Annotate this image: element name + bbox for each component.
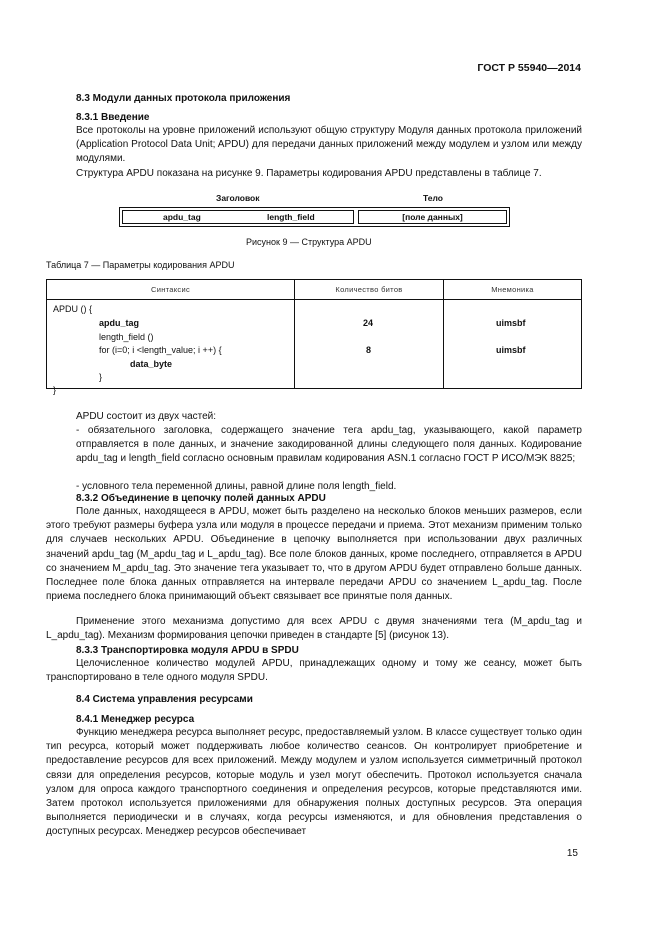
paragraph-resource-manager: Функцию менеджера ресурса выполняет ресурс, предоставляемый узлом. В классе существует только один тип ресурса, который может поддерживать любое количество сеансов. Он контролирует приобретение и предоставление ресурсов для всех приложений. Между модулем и узлом используется симметричный протокол связи для определения ресурсов, которые модуль и узел могут обеспечить. Протокол используется сначала узлом для опроса каждого транспортного соединения и определения ресурсов, которые представляются ими. Затем протокол используется приложениями для обнаружения полных доступных ресурсов. Эта операция выполняется периодически и в случаях, когда ресурсы изменяются, и для обновления представления о доступных ресурсах. Менеджер ресурсов обеспечивает bbox=[46, 727, 582, 838]
mnemonic-value: uimsbf bbox=[496, 345, 526, 355]
apdu-body-box bbox=[358, 210, 507, 224]
figure-caption: Рисунок 9 — Структура APDU bbox=[246, 237, 372, 247]
table-header-syntax: Синтаксис bbox=[47, 280, 295, 300]
paragraph-chaining-usage: Применение этого механизма допустимо для всех APDU с двумя значениями тега (M_apdu_tag и L_apdu_tag). Механизм формирования цепочки приведен в стандарте [5] (рисунок 13). bbox=[46, 616, 582, 642]
figure-header-label: Заголовок bbox=[216, 193, 260, 203]
syntax-line: apdu_tag bbox=[99, 318, 140, 328]
apdu-outer-box bbox=[119, 207, 510, 227]
table-header-mnemonic: Мнемоника bbox=[444, 280, 582, 300]
syntax-line: } bbox=[99, 372, 103, 382]
figure-cell-tag: apdu_tag bbox=[163, 212, 201, 222]
section-8-4-1-title: 8.4.1 Менеджер ресурса bbox=[76, 714, 195, 725]
paragraph-chaining: Поле данных, находящееся в APDU, может быть разделено на несколько блоков меньших размеров, если этого требуют размеры буфера узла или модуля в процессе передачи и приема. Этот механизм применим только для случаев нескольких APDU. Объединение в цепочку выполняется при использовании двух различных значений apdu_tag (M_apdu_tag и L_apdu_tag). Все поле блоков данных, кроме последнего, отправляется в APDU со значением M_apdu_tag. Это значение тега указывает то, что в другом APDU будет отправлено больше данных. Последнее поле блока данных отправляется на интервале передачи APDU со значением L_apdu_tag. После приема последнего блока принимающий объект связывает все принятые поля данных. bbox=[46, 506, 582, 603]
mnemonic-value: uimsbf bbox=[496, 318, 526, 328]
syntax-line: length_field () bbox=[99, 332, 154, 342]
syntax-line: for (i=0; i <length_value; i ++) { bbox=[99, 345, 222, 355]
figure-body-label: Тело bbox=[423, 193, 443, 203]
table-cell-syntax bbox=[47, 300, 295, 395]
syntax-line: } bbox=[53, 385, 57, 395]
document-id: ГОСТ Р 55940—2014 bbox=[477, 62, 581, 74]
bits-value: 24 bbox=[363, 318, 374, 328]
apdu-header-box bbox=[122, 210, 354, 224]
figure-cell-length: length_field bbox=[267, 212, 315, 222]
section-8-3-title: 8.3 Модули данных протокола приложения bbox=[76, 93, 291, 104]
syntax-line: APDU () { bbox=[53, 304, 93, 314]
paragraph-transport: Целочисленное количество модулей APDU, принадлежащих одному и тому же сеансу, может быть транспортировано в теле одного модуля SPDU. bbox=[46, 658, 582, 684]
paragraph-intro: Все протоколы на уровне приложений используют общую структуру Модуля данных протокола приложений (Application Protocol Data Unit; APDU) для передачи данных приложений между модулем и узлом или между модулями. bbox=[76, 125, 582, 165]
paragraph-header-part: - обязательного заголовка, содержащего значение тега apdu_tag, указывающего, какой параметр отправляется в поле данных, и значение закодированной длины следующего поля данных. Кодирование apdu_tag и length_field согласно основным правилам кодирования ASN.1 согласно ГОСТ Р ИСО/МЭК 8825; bbox=[76, 425, 582, 465]
section-8-3-3-title: 8.3.3 Транспортировка модуля APDU в SPDU bbox=[76, 645, 299, 656]
paragraph-apdu-parts: APDU состоит из двух частей: bbox=[76, 411, 217, 422]
table-header-bits: Количество битов bbox=[295, 280, 444, 300]
figure-cell-data: [поле данных] bbox=[402, 212, 463, 222]
bits-value: 8 bbox=[366, 345, 372, 355]
table-caption: Таблица 7 — Параметры кодирования APDU bbox=[46, 260, 235, 270]
apdu-structure-figure bbox=[119, 193, 510, 227]
paragraph-structure-ref: Структура APDU показана на рисунке 9. Параметры кодирования APDU представлены в таблице 7. bbox=[76, 168, 542, 179]
paragraph-body-part: - условного тела переменной длины, равной длине поля length_field. bbox=[76, 481, 397, 492]
apdu-coding-table bbox=[46, 279, 582, 395]
section-8-3-1-title: 8.3.1 Введение bbox=[76, 112, 150, 123]
table-cell-mnemonic bbox=[444, 300, 582, 389]
section-8-4-title: 8.4 Система управления ресурсами bbox=[76, 694, 253, 705]
page-number: 15 bbox=[566, 848, 578, 859]
syntax-line: data_byte bbox=[130, 359, 173, 369]
section-8-3-2-title: 8.3.2 Объединение в цепочку полей данных APDU bbox=[76, 493, 326, 504]
table-cell-bits bbox=[295, 300, 444, 389]
